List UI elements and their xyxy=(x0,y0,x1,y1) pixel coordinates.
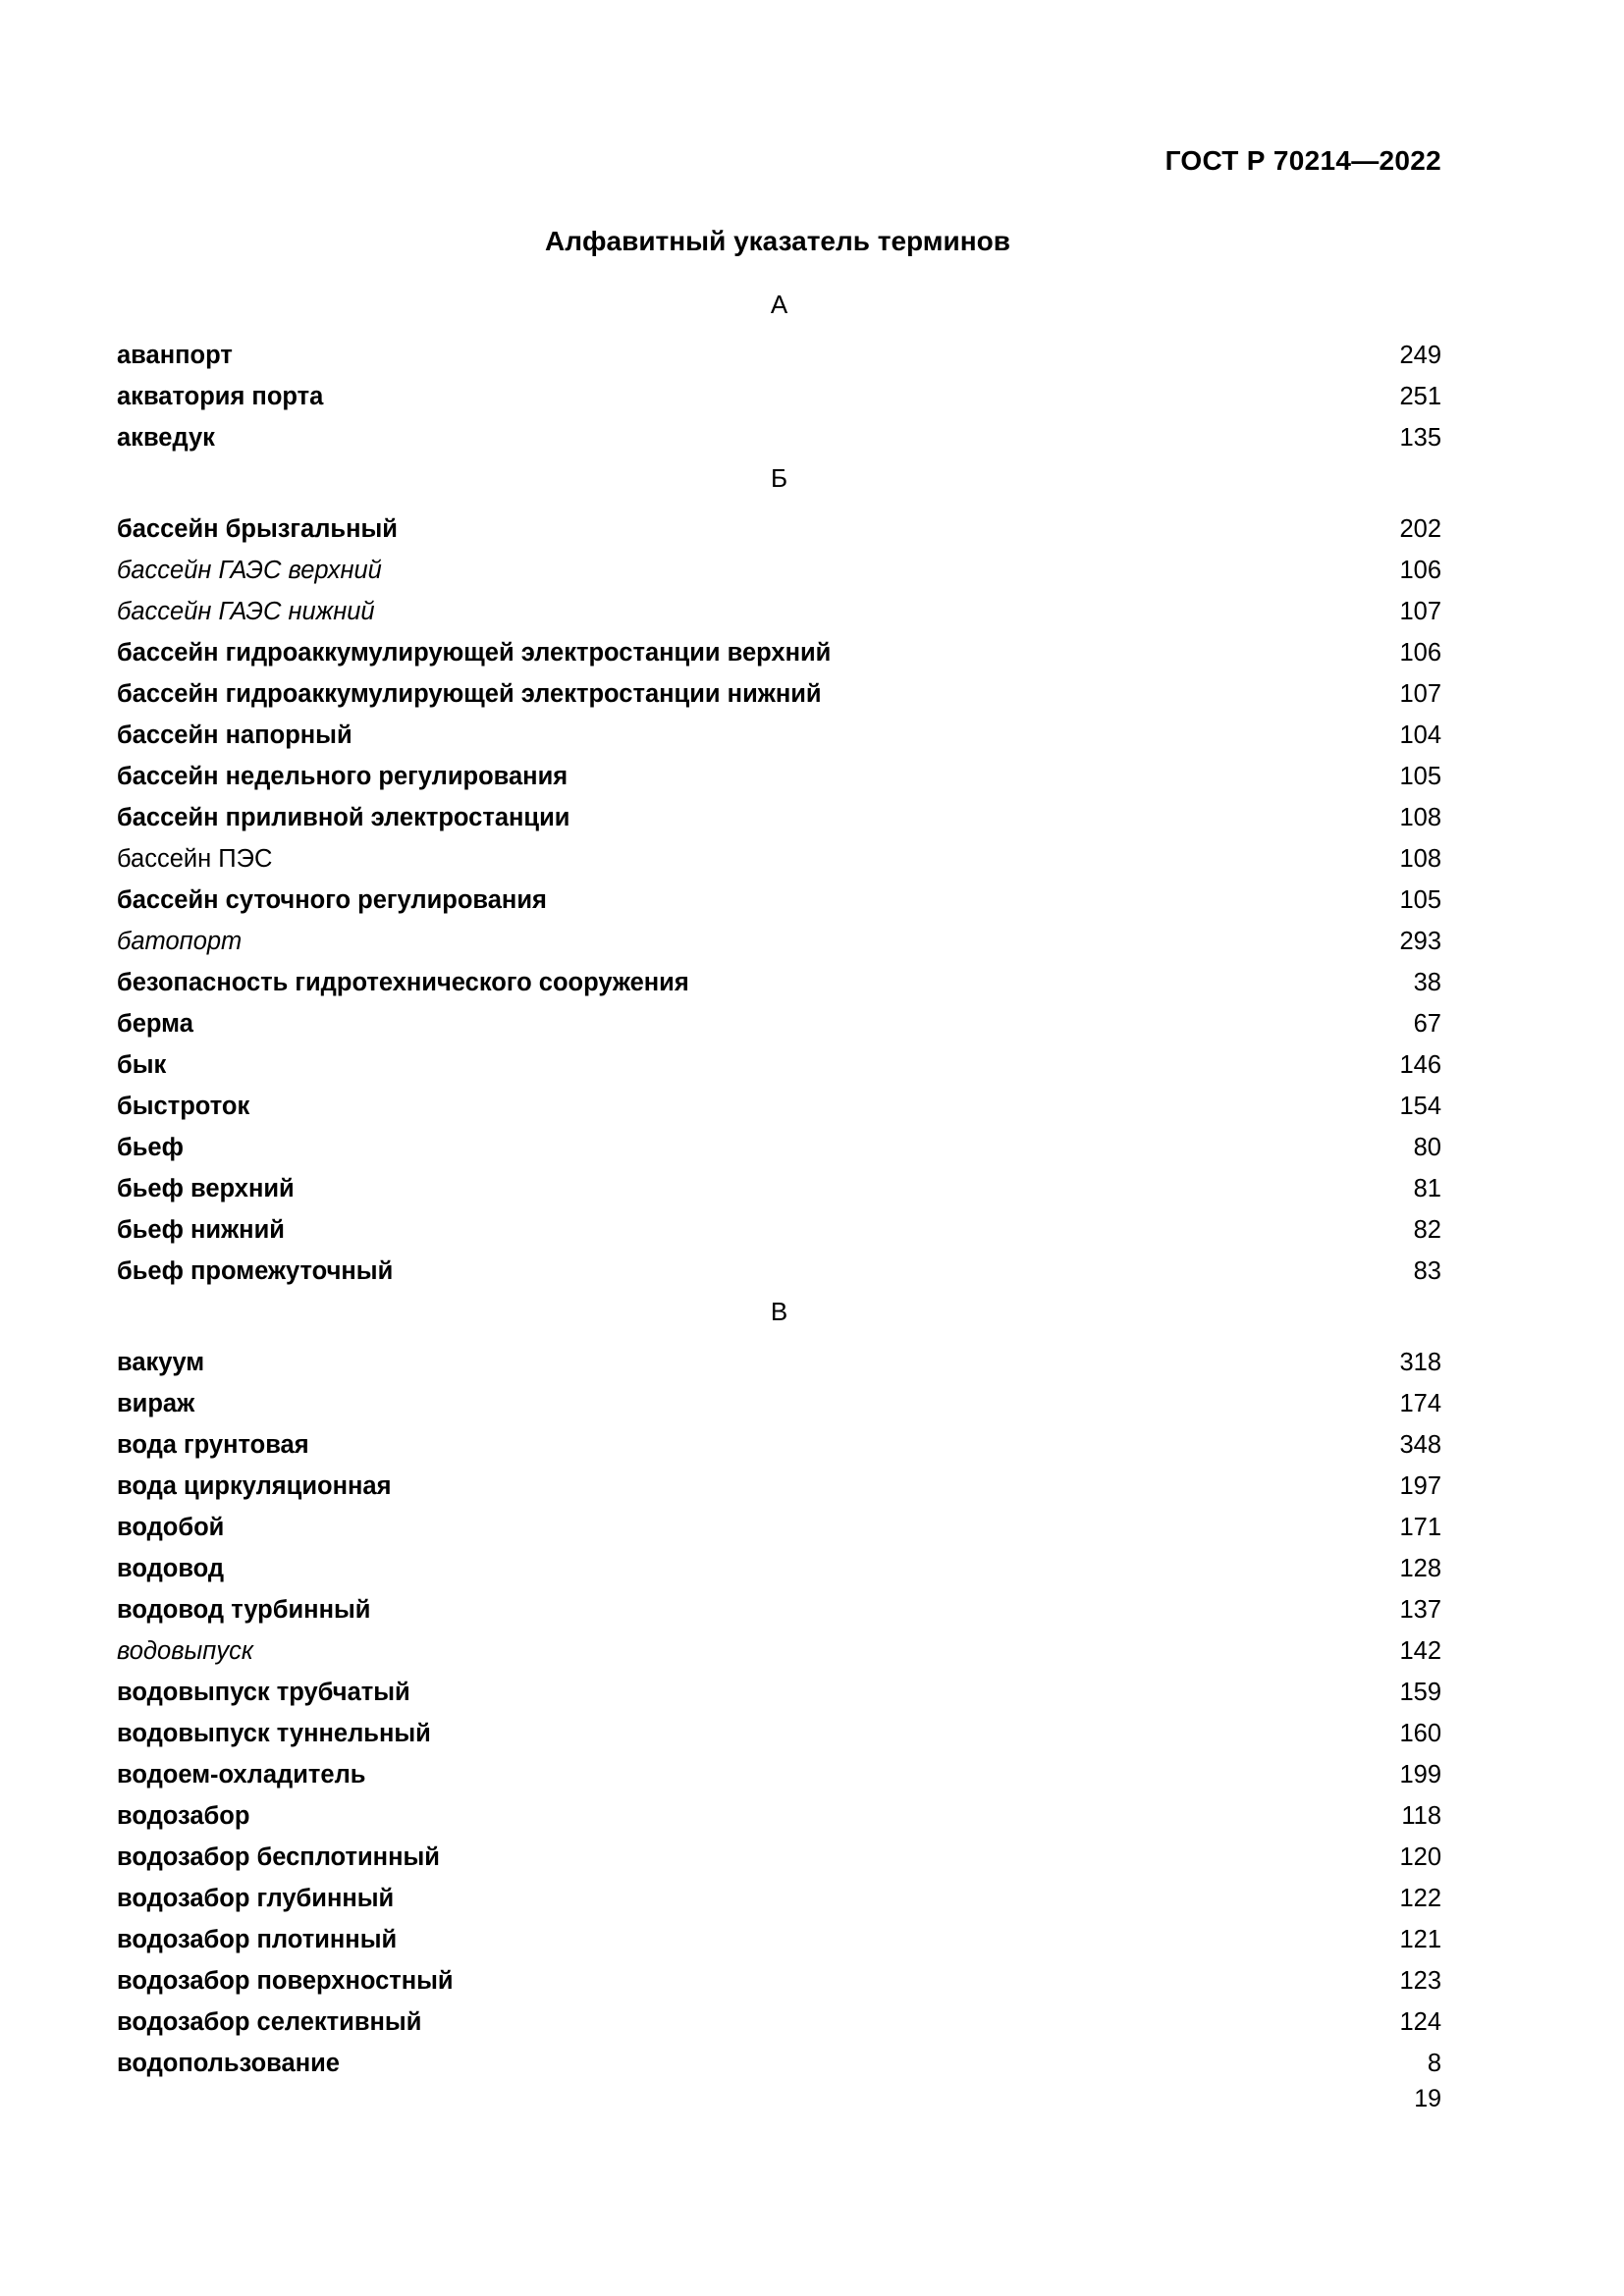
entry-ref-number: 293 xyxy=(1399,927,1441,955)
entry-term: бьеф xyxy=(117,1133,184,1161)
entry-term: бассейн брызгальный xyxy=(117,514,398,543)
index-entry xyxy=(117,1507,1441,1548)
entry-ref-number: 105 xyxy=(1399,885,1441,914)
index-entry xyxy=(117,1795,1441,1837)
entry-ref-number: 174 xyxy=(1399,1389,1441,1417)
index-entry xyxy=(117,1754,1441,1795)
index-entry xyxy=(117,417,1441,458)
entry-ref-number: 199 xyxy=(1399,1760,1441,1789)
entry-term: водозабор поверхностный xyxy=(117,1966,454,1995)
entry-term: вода циркуляционная xyxy=(117,1471,392,1500)
entry-term: безопасность гидротехнического сооружения xyxy=(117,968,689,996)
entry-ref-number: 123 xyxy=(1399,1966,1441,1995)
entry-ref-number: 171 xyxy=(1399,1513,1441,1541)
entry-term: водовыпуск туннельный xyxy=(117,1719,431,1747)
entry-term: бассейн приливной электростанции xyxy=(117,803,570,831)
index-entry xyxy=(117,335,1441,376)
index-entry xyxy=(117,1548,1441,1589)
entry-term: бассейн ПЭС xyxy=(117,844,273,873)
entry-ref-number: 120 xyxy=(1399,1842,1441,1871)
entry-term: бассейн суточного регулирования xyxy=(117,885,547,914)
entry-term: бассейн ГАЭС нижний xyxy=(117,597,375,625)
entry-ref-number: 251 xyxy=(1399,382,1441,410)
index-entry xyxy=(117,508,1441,550)
index-entry xyxy=(117,1630,1441,1672)
entry-ref-number: 107 xyxy=(1399,597,1441,625)
entry-term: вираж xyxy=(117,1389,195,1417)
index-entry xyxy=(117,715,1441,756)
entry-term: вода грунтовая xyxy=(117,1430,309,1459)
index-entry xyxy=(117,550,1441,591)
index-entry xyxy=(117,962,1441,1003)
index-entry xyxy=(117,1127,1441,1168)
entry-term: водозабор бесплотинный xyxy=(117,1842,440,1871)
term-index xyxy=(117,285,1441,2084)
entry-term: вакуум xyxy=(117,1348,205,1376)
entry-ref-number: 83 xyxy=(1413,1256,1441,1285)
index-entry xyxy=(117,1672,1441,1713)
entry-term: бьеф нижний xyxy=(117,1215,285,1244)
entry-ref-number: 154 xyxy=(1399,1092,1441,1120)
index-entry xyxy=(117,1960,1441,2002)
entry-term: бьеф промежуточный xyxy=(117,1256,394,1285)
entry-term: бассейн гидроаккумулирующей электростанции верхний xyxy=(117,638,832,667)
entry-ref-number: 249 xyxy=(1399,341,1441,369)
entry-term: водозабор селективный xyxy=(117,2007,422,2036)
entry-term: бьеф верхний xyxy=(117,1174,295,1202)
section-letter: А xyxy=(770,290,788,319)
index-entry xyxy=(117,838,1441,880)
page-number: 19 xyxy=(1414,2085,1441,2112)
index-entry xyxy=(117,880,1441,921)
index-entry xyxy=(117,756,1441,797)
entry-ref-number: 197 xyxy=(1399,1471,1441,1500)
entry-ref-number: 104 xyxy=(1399,721,1441,749)
index-entry xyxy=(117,1878,1441,1919)
entry-term: быстроток xyxy=(117,1092,250,1120)
index-entry xyxy=(117,1837,1441,1878)
entry-ref-number: 81 xyxy=(1413,1174,1441,1202)
index-entry xyxy=(117,1589,1441,1630)
index-entry xyxy=(117,632,1441,673)
entry-term: акведук xyxy=(117,423,215,452)
index-entry xyxy=(117,1251,1441,1292)
entry-term: водопользование xyxy=(117,2049,340,2077)
entry-ref-number: 80 xyxy=(1413,1133,1441,1161)
entry-ref-number: 105 xyxy=(1399,762,1441,790)
index-entry xyxy=(117,1383,1441,1424)
entry-term: водоем-охладитель xyxy=(117,1760,366,1789)
index-entry xyxy=(117,1919,1441,1960)
index-entry xyxy=(117,1342,1441,1383)
index-entry xyxy=(117,2002,1441,2043)
entry-term: водовод турбинный xyxy=(117,1595,371,1624)
index-entry xyxy=(117,1466,1441,1507)
entry-term: берма xyxy=(117,1009,193,1038)
entry-ref-number: 106 xyxy=(1399,556,1441,584)
document-code: ГОСТ Р 70214—2022 xyxy=(1164,145,1441,176)
entry-ref-number: 202 xyxy=(1399,514,1441,543)
index-entry xyxy=(117,1003,1441,1044)
entry-term: бассейн недельного регулирования xyxy=(117,762,568,790)
section-letter: Б xyxy=(770,463,788,493)
index-entry xyxy=(117,1168,1441,1209)
entry-term: водозабор xyxy=(117,1801,250,1830)
section-letter: В xyxy=(770,1297,788,1326)
entry-term: водозабор плотинный xyxy=(117,1925,398,1953)
index-entry xyxy=(117,1044,1441,1086)
index-entry xyxy=(117,376,1441,417)
index-entry xyxy=(117,2043,1441,2084)
entry-term: водовыпуск xyxy=(117,1636,253,1665)
index-entry xyxy=(117,1209,1441,1251)
entry-ref-number: 67 xyxy=(1413,1009,1441,1038)
entry-ref-number: 8 xyxy=(1427,2049,1441,2077)
index-title: Алфавитный указатель терминов xyxy=(545,226,1010,256)
index-entry xyxy=(117,797,1441,838)
entry-ref-number: 118 xyxy=(1401,1801,1441,1830)
index-entry xyxy=(117,591,1441,632)
entry-ref-number: 82 xyxy=(1413,1215,1441,1244)
entry-ref-number: 135 xyxy=(1399,423,1441,452)
entry-term: бык xyxy=(117,1050,167,1079)
index-entry xyxy=(117,1086,1441,1127)
entry-ref-number: 121 xyxy=(1399,1925,1441,1953)
entry-term: бассейн напорный xyxy=(117,721,352,749)
index-entry xyxy=(117,1713,1441,1754)
entry-ref-number: 146 xyxy=(1399,1050,1441,1079)
entry-ref-number: 122 xyxy=(1399,1884,1441,1912)
entry-term: водовыпуск трубчатый xyxy=(117,1678,410,1706)
entry-ref-number: 124 xyxy=(1399,2007,1441,2036)
entry-ref-number: 108 xyxy=(1399,844,1441,873)
index-entry xyxy=(117,921,1441,962)
entry-ref-number: 142 xyxy=(1399,1636,1441,1665)
entry-ref-number: 108 xyxy=(1399,803,1441,831)
entry-ref-number: 106 xyxy=(1399,638,1441,667)
entry-ref-number: 107 xyxy=(1399,679,1441,708)
entry-ref-number: 159 xyxy=(1399,1678,1441,1706)
entry-ref-number: 348 xyxy=(1399,1430,1441,1459)
entry-term: аванпорт xyxy=(117,341,233,369)
entry-term: водовод xyxy=(117,1554,225,1582)
entry-term: водобой xyxy=(117,1513,225,1541)
entry-ref-number: 38 xyxy=(1413,968,1441,996)
entry-term: бассейн гидроаккумулирующей электростанции нижний xyxy=(117,679,822,708)
entry-term: водозабор глубинный xyxy=(117,1884,395,1912)
index-entry xyxy=(117,673,1441,715)
entry-ref-number: 160 xyxy=(1399,1719,1441,1747)
entry-term: батопорт xyxy=(117,927,243,955)
entry-ref-number: 128 xyxy=(1399,1554,1441,1582)
entry-ref-number: 318 xyxy=(1399,1348,1441,1376)
entry-term: бассейн ГАЭС верхний xyxy=(117,556,382,584)
entry-ref-number: 137 xyxy=(1399,1595,1441,1624)
index-entry xyxy=(117,1424,1441,1466)
entry-term: акватория порта xyxy=(117,382,324,410)
